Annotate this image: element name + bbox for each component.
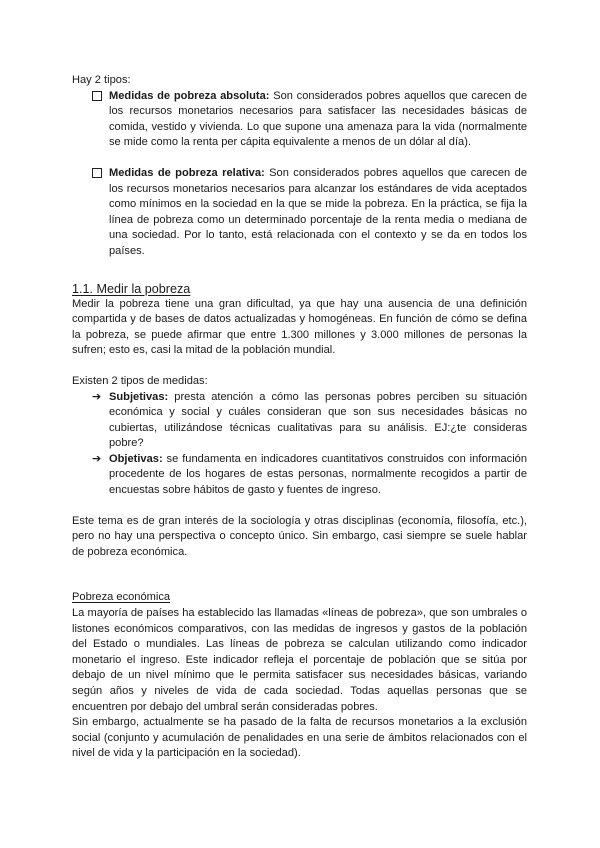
intro-text: Hay 2 tipos: bbox=[72, 74, 131, 86]
measures-list bbox=[72, 390, 527, 499]
section-heading: 1.1. Medir la pobreza bbox=[72, 281, 191, 296]
list-item bbox=[72, 390, 527, 452]
section-paragraph: Medir la pobreza tiene una gran dificultad, ya que hay una ausencia de una definición compartida y de bases de datos actualizadas y homogéneas. En función de cómo se defina la pobreza, se puede afirmar que entre 1.300 millones y 3.000 millones de personas la sufren; esto es, casi la mitad de la población mundial. bbox=[72, 297, 527, 357]
item-title: Objetivas: bbox=[109, 452, 163, 465]
item-text: presta atención a cómo las personas pobres perciben su situación económica y social y cuáles consideran que son sus necesidades básicas no cubiertas, utilizándose técnicas cualitativas para su análisis. EJ:¿te consideras pobre? bbox=[109, 390, 527, 450]
measures-intro: Existen 2 tipos de medidas: bbox=[72, 374, 208, 387]
arrow-bullet-icon: ➔ bbox=[92, 452, 102, 465]
item-text: se fundamenta en indicadores cuantitativos construidos con información procedente de los hogares de estas personas, normalmente recogidos a partir de encuestas sobre hábitos de gasto y fuentes de ingreso. bbox=[109, 452, 527, 497]
subsection-heading: Pobreza económica bbox=[72, 591, 171, 604]
item-title: Subjetivas: bbox=[109, 390, 169, 403]
arrow-bullet-icon: ➔ bbox=[92, 390, 102, 403]
poverty-types-list bbox=[72, 89, 527, 260]
item-title: Medidas de pobreza absoluta: bbox=[109, 89, 270, 102]
checkbox-square-icon bbox=[92, 91, 102, 101]
economic-paragraph-1: La mayoría de países ha establecido las llamadas «líneas de pobreza», que son umbrales o listones económicos comparativos, con las medidas de ingresos y gastos de la población del Estado o mundiales. Las líneas de pobreza se calculan utilizando como indicador monetario el ingreso. Este indicador refleja el porcentaje de población que se sitúa por debajo de un nivel mínimo que le permita satisfacer sus necesidades básicas, variando según años y niveles de vida de cada sociedad. Todas aquellas personas que se encuentren por debajo del umbral serán consideradas pobres. bbox=[72, 607, 527, 713]
item-title: Medidas de pobreza relativa: bbox=[109, 166, 265, 179]
list-item bbox=[72, 452, 527, 499]
checkbox-square-icon bbox=[92, 168, 102, 178]
item-text: Son considerados pobres aquellos que carecen de los recursos monetarios necesarios para satisfacer las necesidades básicas de comida, vestido y vivienda. Lo que supone una amenaza para la vida (normalmente se mide como la renta per cápita equivalente a menos de un dólar al día). bbox=[109, 89, 527, 149]
document-page bbox=[72, 73, 527, 762]
list-item bbox=[72, 166, 527, 260]
list-item bbox=[72, 89, 527, 151]
economic-paragraph-2: Sin embargo, actualmente se ha pasado de la falta de recursos monetarios a la exclusión social (conjunto y acumulación de penalidades en una serie de ámbitos relacionados con el nivel de vida y la participación en la sociedad). bbox=[72, 716, 527, 760]
closing-paragraph: Este tema es de gran interés de la sociología y otras disciplinas (economía, filosofía, etc.), pero no hay una perspectiva o concepto único. Sin embargo, casi siempre se suele hablar de pobreza económica. bbox=[72, 514, 527, 558]
item-text: Son considerados pobres aquellos que carecen de los recursos monetarios necesarios para alcanzar los estándares de vida aceptados como mínimos en la sociedad en la que se mide la pobreza. En la práctica, se fija la línea de pobreza como un determinado porcentaje de la renta media o mediana de una sociedad. Por lo tanto, está relacionada con el contexto y se da en todos los países. bbox=[109, 166, 527, 257]
